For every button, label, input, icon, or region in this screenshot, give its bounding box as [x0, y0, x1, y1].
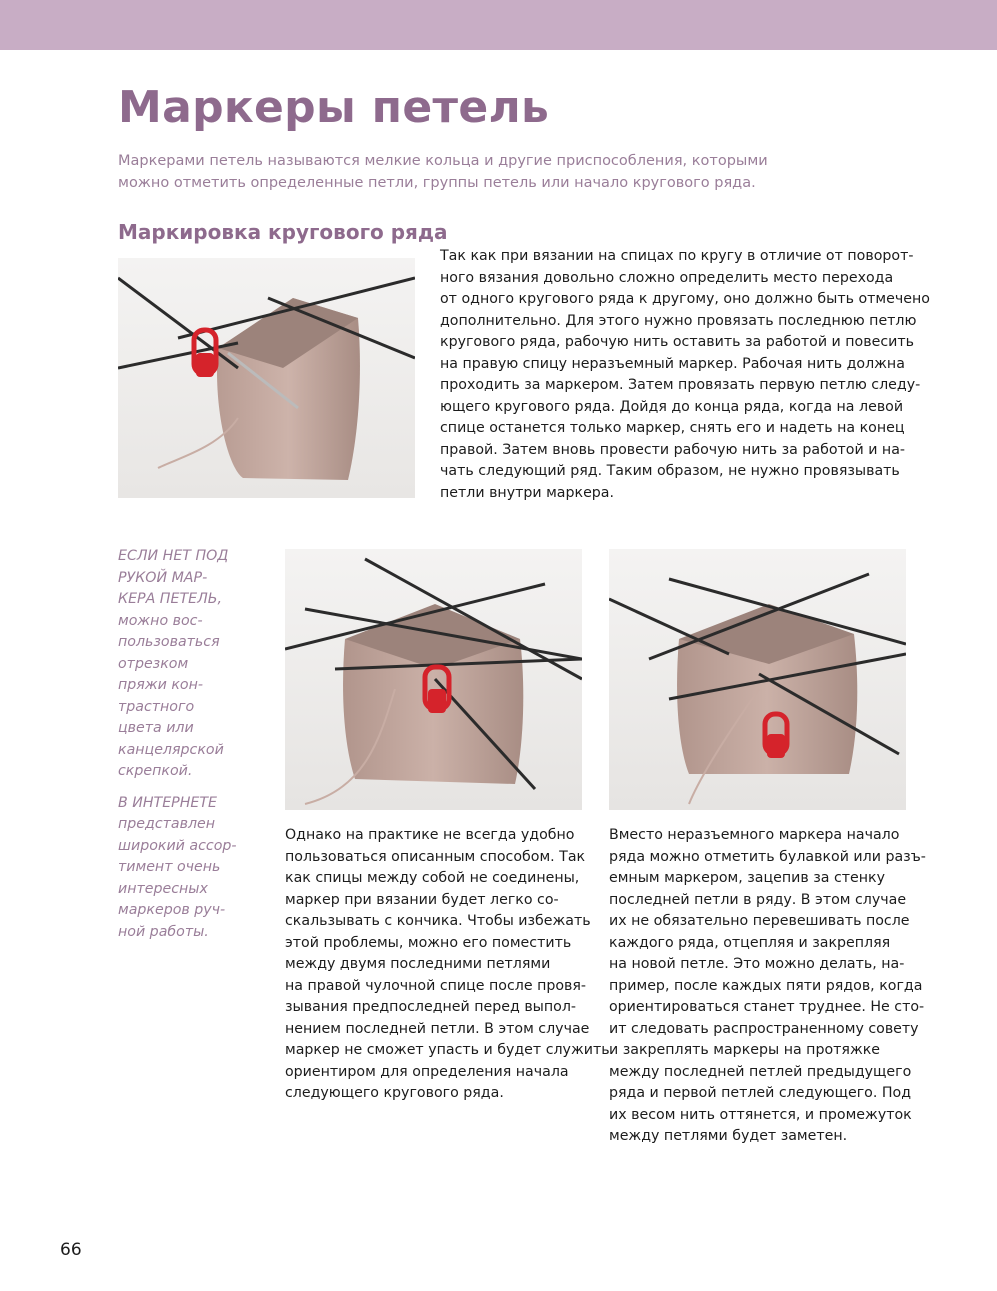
page-number: 66 — [60, 1240, 82, 1260]
text-line: на правой чулочной спице после провя- — [285, 977, 587, 994]
sidebar-line: канцелярской — [118, 741, 224, 758]
sidebar-line: пользоваться — [118, 634, 220, 650]
sidebar-line: трастного — [118, 698, 195, 715]
top-color-band — [0, 0, 997, 50]
text-line: ориентиром для определения начала — [285, 1063, 569, 1080]
intro-line: Маркерами петель называются мелкие кольца и другие приспособления, которыми — [118, 153, 768, 169]
photo-open-marker-on-stitch — [609, 549, 906, 810]
text-line: этой проблемы, можно его поместить — [285, 934, 572, 951]
text-line: маркер при вязании будет легко со- — [285, 891, 559, 908]
text-line: нением последней петли. В этом случае — [285, 1020, 590, 1037]
text-line: пользоваться описанным способом. Так — [285, 848, 586, 865]
text-line: на правую спицу неразъемный маркер. Рабочая нить должна — [440, 355, 905, 372]
sidebar-line: представлен — [118, 816, 216, 832]
sidebar-line: можно вос- — [118, 612, 203, 629]
text-line: последней петли в ряду. В этом случае — [609, 891, 907, 908]
photo-marker-between-stitches — [285, 549, 582, 810]
sidebar-tips — [118, 546, 258, 953]
photo-round-knitting-marker — [118, 258, 415, 498]
sidebar-line: ЕСЛИ НЕТ ПОД — [118, 548, 229, 564]
sidebar-line: цвета или — [118, 720, 194, 736]
text-line: ориентироваться станет труднее. Не сто- — [609, 999, 925, 1015]
text-line: маркер не сможет упасть и будет служить — [285, 1042, 610, 1058]
sidebar-line: широкий ассор- — [118, 837, 237, 854]
text-line: их весом нить оттянется, и промежуток — [609, 1106, 912, 1123]
intro-line: можно отметить определенные петли, группы петель или начало кругового ряда. — [118, 175, 756, 191]
text-line: каждого ряда, отцепляя и закрепляя — [609, 934, 891, 951]
text-line: Однако на практике не всегда удобно — [285, 827, 575, 843]
text-line: ряда можно отметить булавкой или разъ- — [609, 848, 926, 865]
text-line: петли внутри маркера. — [440, 484, 615, 501]
paragraph-round-row-marking — [440, 246, 930, 504]
text-line: следующего кругового ряда. — [285, 1085, 504, 1101]
text-line: ного вязания довольно сложно определить место перехода — [440, 269, 894, 286]
text-line: на новой петле. Это можно делать, на- — [609, 956, 905, 972]
text-line: ряда и первой петлей следующего. Под — [609, 1085, 912, 1101]
text-line: Так как при вязании на спицах по кругу в отличие от поворот- — [440, 248, 914, 264]
text-line: емным маркером, зацепив за стенку — [609, 870, 886, 886]
text-line: между петлями будет заметен. — [609, 1128, 848, 1144]
text-line: проходить за маркером. Затем провязать первую петлю следу- — [440, 377, 921, 393]
section-heading: Маркировка кругового ряда — [118, 220, 448, 244]
text-line: между двумя последними петлями — [285, 956, 551, 972]
page-title: Маркеры петель — [118, 82, 550, 133]
text-line: спице останется только маркер, снять его и надеть на конец — [440, 420, 905, 436]
text-line: кругового ряда, рабочую нить оставить за работой и повесить — [440, 334, 914, 350]
text-line: правой. Затем вновь провести рабочую нить за работой и на- — [440, 441, 906, 458]
text-line: Вместо неразъемного маркера начало — [609, 827, 900, 843]
text-line: между последней петлей предыдущего — [609, 1063, 912, 1080]
text-line: дополнительно. Для этого нужно провязать последнюю петлю — [440, 312, 917, 329]
paragraph-marker-between-stitches — [285, 825, 610, 1105]
sidebar-line: отрезком — [118, 655, 189, 672]
sidebar-line: скрепкой. — [118, 763, 193, 779]
paragraph-open-marker — [609, 825, 926, 1148]
sidebar-line: маркеров руч- — [118, 902, 226, 918]
text-line: их не обязательно перевешивать после — [609, 913, 910, 929]
sidebar-line: пряжи кон- — [118, 677, 203, 693]
sidebar-line: КЕРА ПЕТЕЛЬ, — [118, 591, 222, 607]
text-line: ющего кругового ряда. Дойдя до конца ряда, когда на левой — [440, 398, 904, 415]
sidebar-line: интересных — [118, 880, 208, 897]
sidebar-line: тимент очень — [118, 859, 221, 875]
sidebar-line: В ИНТЕРНЕТЕ — [118, 794, 217, 811]
text-line: и закреплять маркеры на протяжке — [609, 1042, 881, 1058]
sidebar-tip — [118, 793, 258, 944]
sidebar-tip — [118, 546, 258, 783]
intro-paragraph — [118, 150, 798, 194]
text-line: зывания предпоследней перед выпол- — [285, 999, 577, 1015]
text-line: чать следующий ряд. Таким образом, не нужно провязывать — [440, 463, 900, 479]
text-line: пример, после каждых пяти рядов, когда — [609, 977, 923, 994]
text-line: ит следовать распространенному совету — [609, 1020, 919, 1037]
text-line: от одного кругового ряда к другому, оно должно быть отмечено — [440, 291, 930, 307]
sidebar-line: РУКОЙ МАР- — [118, 569, 208, 586]
text-line: скальзывать с кончика. Чтобы избежать — [285, 913, 591, 929]
text-line: как спицы между собой не соединены, — [285, 870, 580, 886]
sidebar-line: ной работы. — [118, 923, 209, 940]
